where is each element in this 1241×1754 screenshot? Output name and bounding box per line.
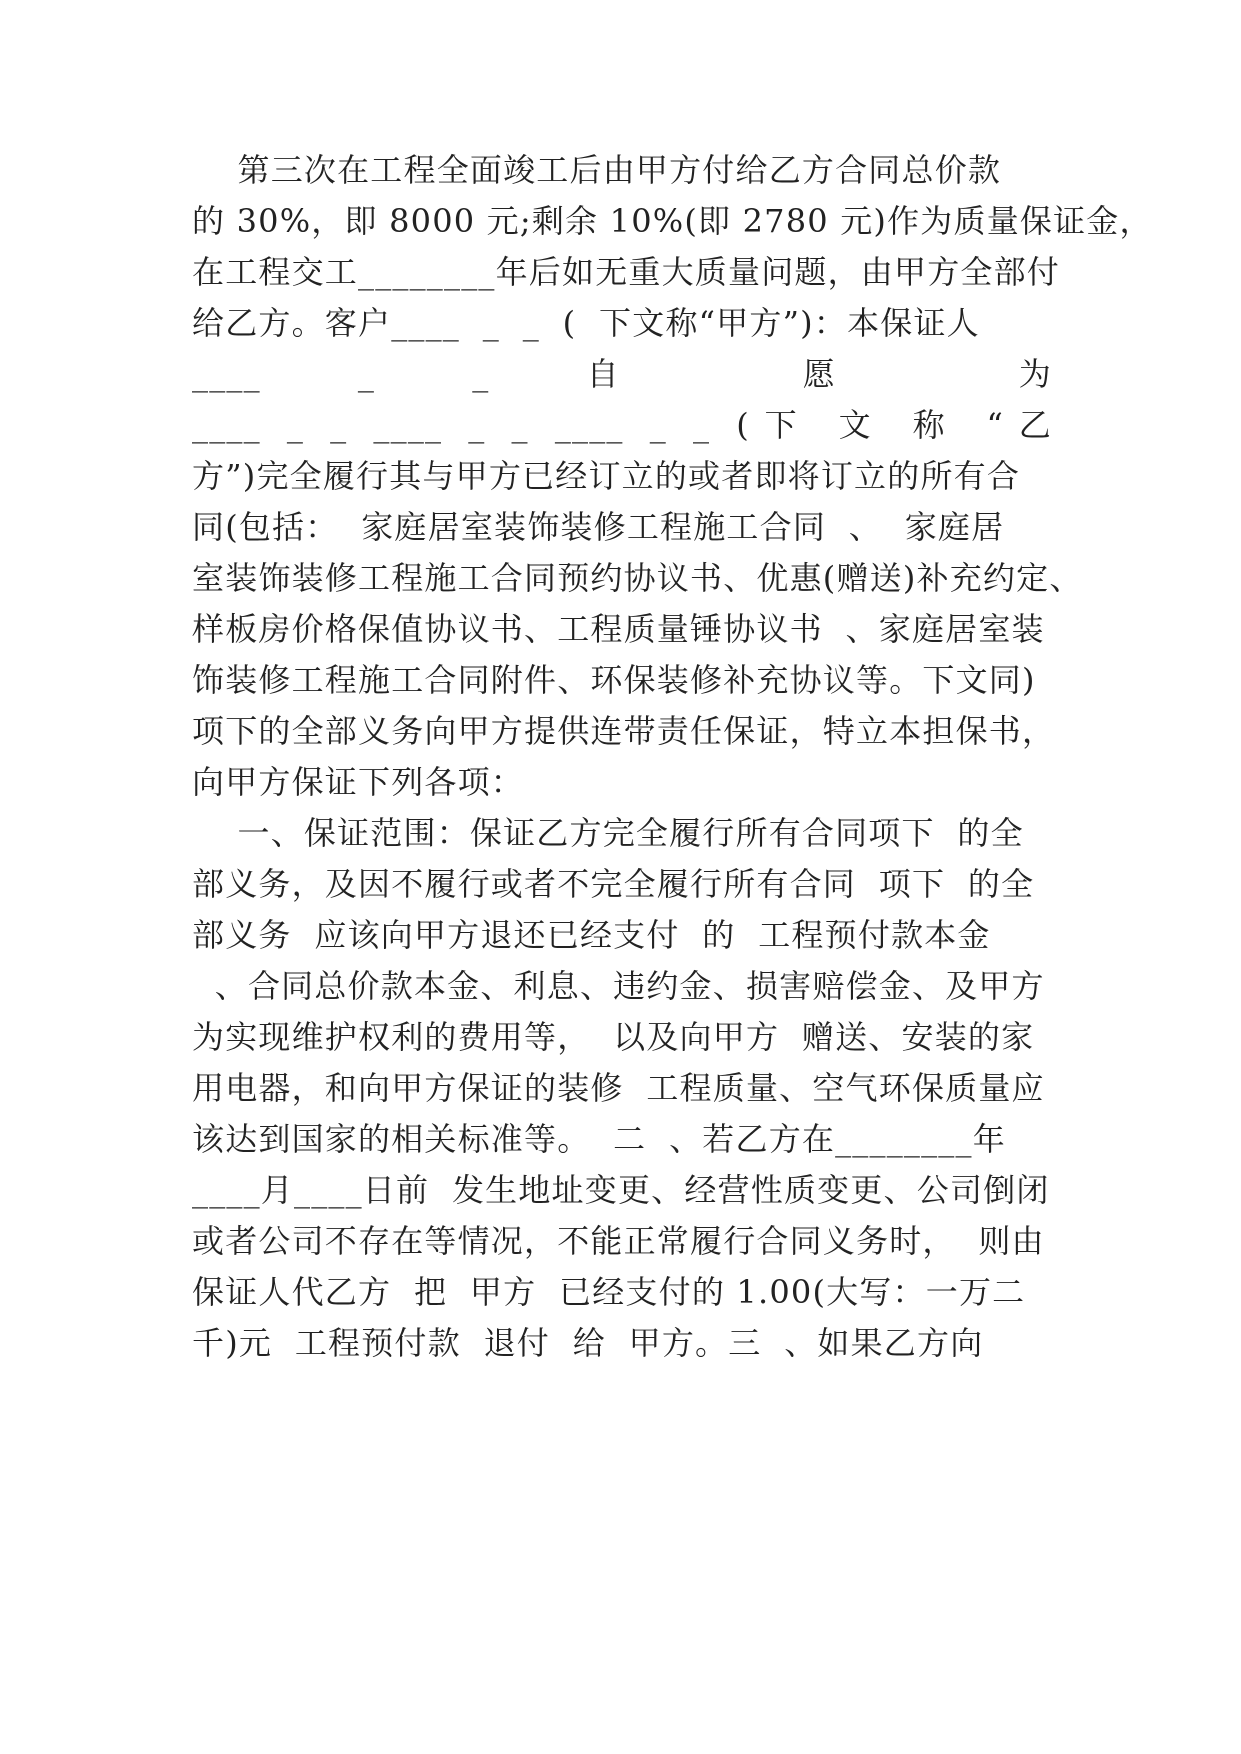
text-line: 、合同总价款本金、利息、违约金、损害赔偿金、及甲方 (192, 967, 1045, 1005)
text-line: 保证人代乙方 把 甲方 已经支付的 1.00(大写：一万二 (192, 1273, 1026, 1311)
text-line: 给乙方。客户____ _ _ ( 下文称“甲方”)：本保证人 (192, 304, 980, 342)
text-line: ____月____日前 发生地址变更、经营性质变更、公司倒闭 (192, 1171, 1050, 1209)
text-line: 部义务，及因不履行或者不完全履行所有合同 项下 的全 (192, 865, 1035, 903)
text-line: 样板房价格保值协议书、工程质量锤协议书 、家庭居室装 (192, 610, 1045, 648)
text-line: 向甲方保证下列各项： (192, 763, 525, 801)
text-line: 在工程交工________年后如无重大质量问题，由甲方全部付 (192, 253, 1061, 291)
text-line: 第三次在工程全面竣工后由甲方付给乙方合同总价款 (192, 151, 1002, 189)
text-line: 同(包括： 家庭居室装饰装修工程施工合同 、 家庭居 (192, 508, 1005, 546)
text-line: 室装饰装修工程施工合同预约协议书、优惠(赠送)补充约定、 (192, 559, 1083, 597)
text-line: ____ _ _ 自 愿 为 (192, 355, 1052, 393)
text-line: 项下的全部义务向甲方提供连带责任保证，特立本担保书， (192, 712, 1056, 750)
text-line: 一、保证范围：保证乙方完全履行所有合同项下 的全 (192, 814, 1024, 852)
text-line: 的 30%，即 8000 元;剩余 10%(即 2780 元)作为质量保证金， (192, 202, 1153, 240)
text-line: 千)元 工程预付款 退付 给 甲方。三 、如果乙方向 (192, 1324, 984, 1362)
text-line: 饰装修工程施工合同附件、环保装修补充协议等。下文同) (192, 661, 1036, 699)
text-line: 部义务 应该向甲方退还已经支付 的 工程预付款本金 (192, 916, 991, 954)
text-line: 用电器，和向甲方保证的装修 工程质量、空气环保质量应 (192, 1069, 1045, 1107)
text-line: ____ _ _ ____ _ _ ____ _ _ (下 文 称 “乙 (192, 406, 1052, 444)
text-line: 该达到国家的相关标准等。 二 、若乙方在________年 (192, 1120, 1006, 1158)
text-line: 方”)完全履行其与甲方已经订立的或者即将订立的所有合 (192, 457, 1021, 495)
text-line: 为实现维护权利的费用等， 以及向甲方 赠送、安装的家 (192, 1018, 1035, 1056)
text-line: 或者公司不存在等情况，不能正常履行合同义务时， 则由 (192, 1222, 1045, 1260)
